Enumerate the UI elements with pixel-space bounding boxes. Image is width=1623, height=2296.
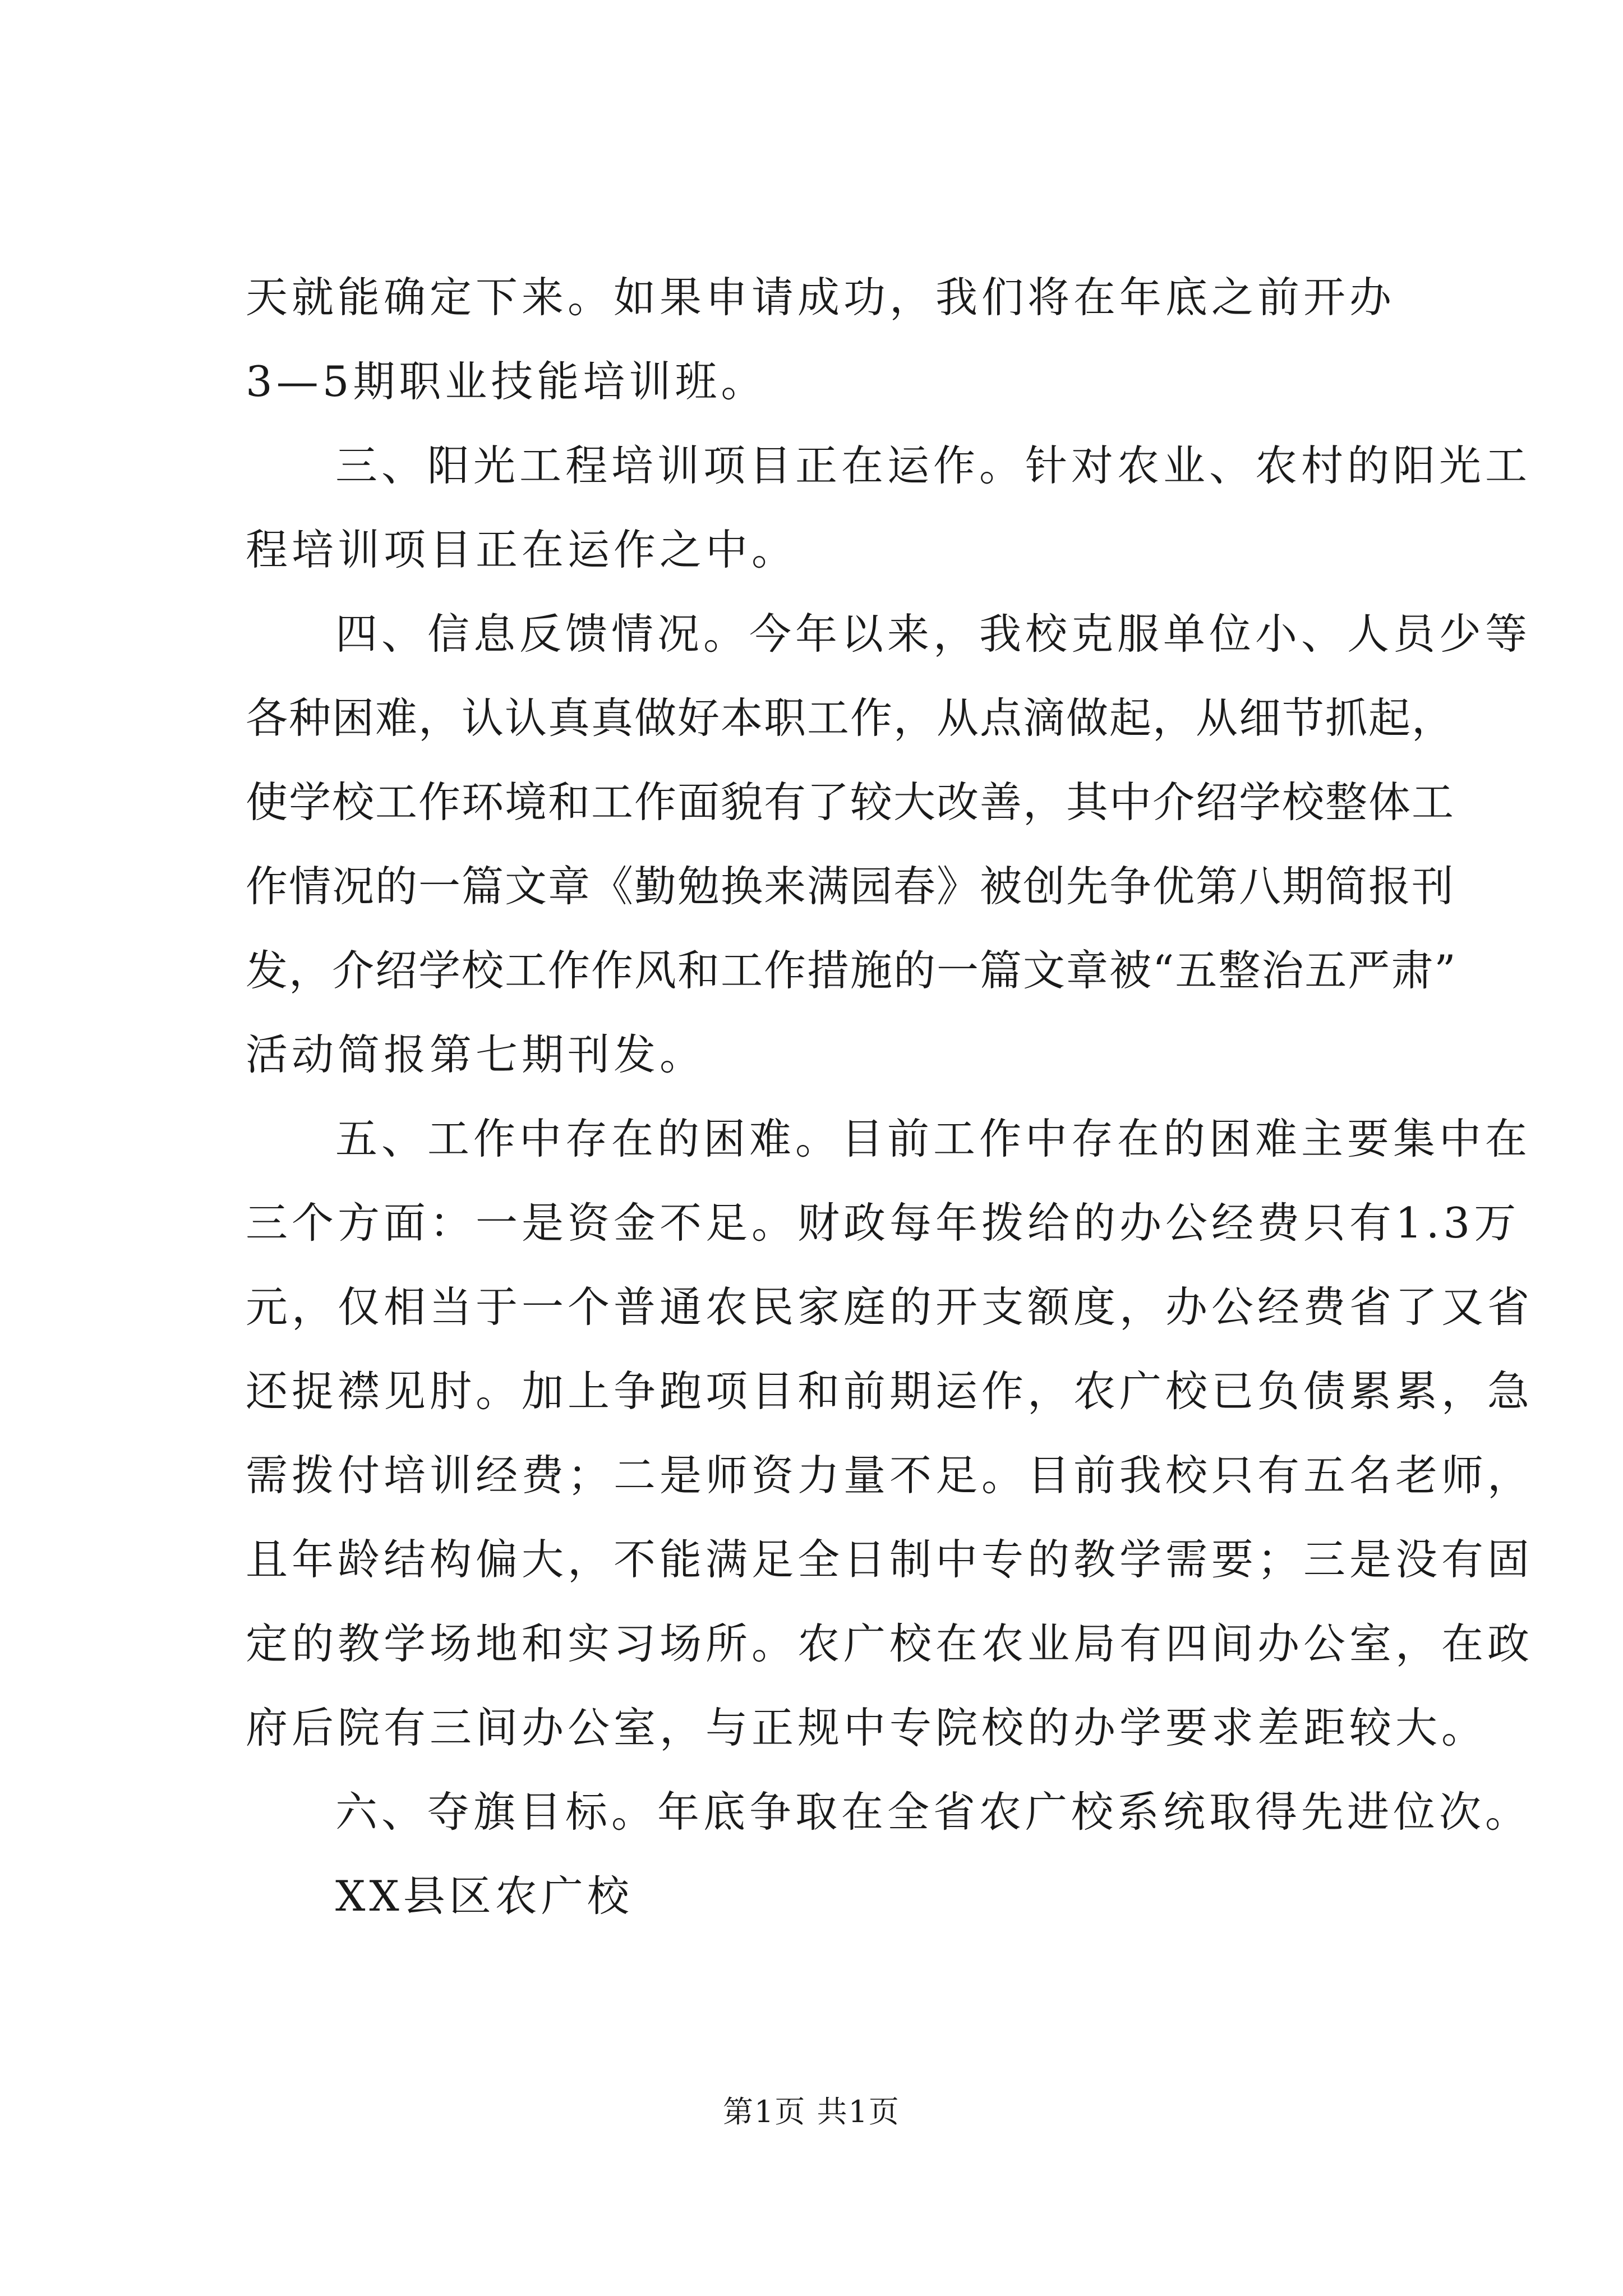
page-footer: 第1页 共1页 [723,2094,900,2129]
paragraph-line: 府后院有三间办公室，与正规中专院校的办学要求差距较大。 [246,1703,1488,1752]
paragraph-line: 定的教学场地和实习场所。农广校在农业局有四间办公室，在政 [246,1619,1534,1668]
section-six-heading-line: 六、夺旗目标。年底争取在全省农广校系统取得先进位次。 [335,1787,1532,1837]
signature-line: XX县区农广校 [335,1871,633,1921]
paragraph-line: 程培训项目正在运作之中。 [246,525,798,574]
paragraph-line: 使学校工作环境和工作面貌有了较大改善，其中介绍学校整体工 [246,777,1455,827]
paragraph-line: 天就能确定下来。如果申请成功，我们将在年底之前开办 [246,273,1396,322]
paragraph-line: 需拨付培训经费；二是师资力量不足。目前我校只有五名老师， [246,1451,1534,1500]
section-five-heading-line: 五、工作中存在的困难。目前工作中存在的困难主要集中在 [335,1114,1532,1163]
paragraph-line: 元，仅相当于一个普通农民家庭的开支额度，办公经费省了又省 [246,1282,1534,1332]
paragraph-line: 还捉襟见肘。加上争跑项目和前期运作，农广校已负债累累，急 [246,1366,1534,1416]
paragraph-line: 作情况的一篇文章《勤勉换来满园春》被创先争优第八期简报刊 [246,862,1455,911]
paragraph-line: 三个方面：一是资金不足。财政每年拨给的办公经费只有1.3万 [246,1198,1520,1248]
paragraph-line: 活动简报第七期刊发。 [246,1030,706,1079]
section-three-heading-line: 三、阳光工程培训项目正在运作。针对农业、农村的阳光工 [335,441,1532,490]
section-four-heading-line: 四、信息反馈情况。今年以来，我校克服单位小、人员少等 [335,609,1532,659]
paragraph-line: 3—5期职业技能培训班。 [246,357,767,406]
paragraph-line: 且年龄结构偏大，不能满足全日制中专的教学需要；三是没有固 [246,1535,1534,1584]
paragraph-line: 发，介绍学校工作作风和工作措施的一篇文章被“五整治五严肃” [246,946,1457,995]
paragraph-line: 各种困难，认认真真做好本职工作，从点滴做起，从细节抓起， [246,693,1455,743]
document-body [246,255,1534,1938]
